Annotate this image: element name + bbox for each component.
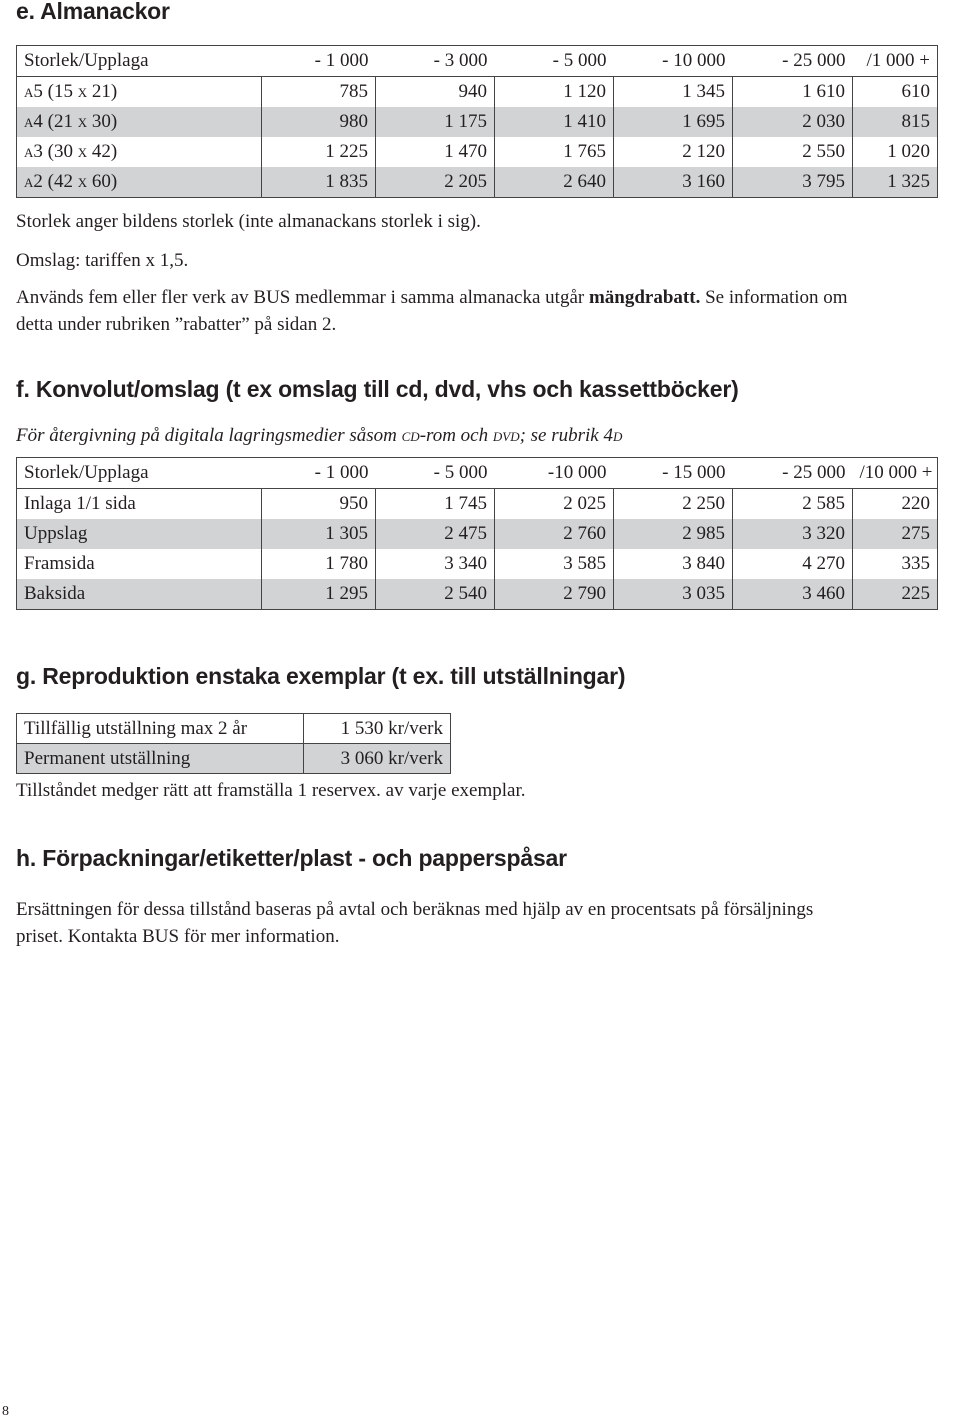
almanac-note-discount <box>16 284 848 311</box>
row-label: a5 (15 x 21) <box>17 77 262 108</box>
table-cell: 2 205 <box>376 167 495 198</box>
table-cell: 220 <box>853 489 938 520</box>
row-label: a4 (21 x 30) <box>17 107 262 137</box>
header-cell: - 5 000 <box>495 46 614 77</box>
header-cell: - 5 000 <box>376 458 495 489</box>
table-row <box>17 714 451 744</box>
header-cell: Storlek/Upplaga <box>17 46 262 77</box>
subnote-text: ; se rubrik <box>519 425 604 446</box>
row-label: Tillfällig utställning max 2 år <box>17 714 304 744</box>
header-cell: - 10 000 <box>614 46 733 77</box>
section-g-heading: g. Reproduktion enstaka exemplar (t ex. till utställningar) <box>16 663 626 689</box>
table-cell: 2 760 <box>495 519 614 549</box>
table-cell: 3 795 <box>733 167 853 198</box>
packaging-text-line2: priset. Kontakta BUS för mer information. <box>16 926 340 947</box>
table-cell: 4 270 <box>733 549 853 579</box>
exhibition-note: Tillståndet medger rätt att framställa 1 reservex. av varje exemplar. <box>16 780 526 801</box>
row-label: a3 (30 x 42) <box>17 137 262 167</box>
row-label: Permanent utställning <box>17 744 304 774</box>
table-cell: 2 025 <box>495 489 614 520</box>
table-cell: 1 835 <box>262 167 376 198</box>
subnote-dvd: dvd <box>492 425 520 446</box>
table-cell: 3 320 <box>733 519 853 549</box>
table-row <box>17 744 451 774</box>
table-header-row <box>17 458 938 489</box>
table-cell: 1 325 <box>853 167 938 198</box>
subnote-text: För återgivning på digitala lagringsmedier såsom <box>16 425 402 446</box>
table-cell: 3 840 <box>614 549 733 579</box>
row-label: Inlaga 1/1 sida <box>17 489 262 520</box>
header-cell: - 15 000 <box>614 458 733 489</box>
subnote-ref: 4d <box>603 425 623 446</box>
table-cell: 2 120 <box>614 137 733 167</box>
table-cell: 1 530 kr/verk <box>304 714 451 744</box>
table-cell: 1 120 <box>495 77 614 108</box>
header-cell: - 1 000 <box>262 46 376 77</box>
table-row <box>17 489 938 520</box>
row-label: Baksida <box>17 579 262 610</box>
row-label: a2 (42 x 60) <box>17 167 262 198</box>
table-cell: 2 250 <box>614 489 733 520</box>
header-cell: - 3 000 <box>376 46 495 77</box>
table-row <box>17 579 938 610</box>
table-cell: 1 695 <box>614 107 733 137</box>
table-row <box>17 519 938 549</box>
table-cell: 980 <box>262 107 376 137</box>
table-cell: 1 470 <box>376 137 495 167</box>
table-cell: 940 <box>376 77 495 108</box>
table-cell: 1 745 <box>376 489 495 520</box>
table-cell: 2 475 <box>376 519 495 549</box>
table-cell: 1 345 <box>614 77 733 108</box>
section-h-heading: h. Förpackningar/etiketter/plast - och papperspåsar <box>16 845 567 871</box>
table-cell: 1 610 <box>733 77 853 108</box>
table-row <box>17 107 938 137</box>
subnote-text: -rom och <box>419 425 493 446</box>
row-label: Uppslag <box>17 519 262 549</box>
table-cell: 3 160 <box>614 167 733 198</box>
table-cell: 2 030 <box>733 107 853 137</box>
table-cell: 2 585 <box>733 489 853 520</box>
discount-text-end: Se information om <box>700 287 848 308</box>
packaging-text-line1: Ersättningen för dessa tillstånd baseras på avtal och beräknas med hjälp av en procentsats på försäljnings <box>16 899 814 920</box>
table-cell: 3 460 <box>733 579 853 610</box>
table-cell: 2 640 <box>495 167 614 198</box>
table-cell: 1 780 <box>262 549 376 579</box>
header-cell: -10 000 <box>495 458 614 489</box>
exhibition-price-table <box>16 713 451 774</box>
table-cell: 1 295 <box>262 579 376 610</box>
table-row <box>17 77 938 108</box>
table-cell: 1 225 <box>262 137 376 167</box>
header-cell: Storlek/Upplaga <box>17 458 262 489</box>
cover-price-table <box>16 457 938 610</box>
table-cell: 275 <box>853 519 938 549</box>
page-number: 8 <box>2 1404 9 1419</box>
section-f-heading: f. Konvolut/omslag (t ex omslag till cd, dvd, vhs och kassettböcker) <box>16 376 739 402</box>
section-e-heading: e. Almanackor <box>16 0 170 24</box>
table-header-row <box>17 46 938 77</box>
almanac-price-table <box>16 45 938 198</box>
table-cell: 1 765 <box>495 137 614 167</box>
table-row <box>17 167 938 198</box>
table-cell: 2 550 <box>733 137 853 167</box>
row-label: Framsida <box>17 549 262 579</box>
table-row <box>17 137 938 167</box>
table-cell: 3 035 <box>614 579 733 610</box>
table-cell: 785 <box>262 77 376 108</box>
table-cell: 1 020 <box>853 137 938 167</box>
table-cell: 1 175 <box>376 107 495 137</box>
subnote-cd: cd <box>401 425 420 446</box>
header-cell: - 1 000 <box>262 458 376 489</box>
table-cell: 2 985 <box>614 519 733 549</box>
table-cell: 2 540 <box>376 579 495 610</box>
header-cell: - 25 000 <box>733 458 853 489</box>
discount-keyword: mängdrabatt. <box>588 287 701 308</box>
header-cell: /1 000 + <box>853 46 938 77</box>
table-cell: 3 060 kr/verk <box>304 744 451 774</box>
section-f-subnote <box>16 422 622 449</box>
table-cell: 610 <box>853 77 938 108</box>
table-cell: 225 <box>853 579 938 610</box>
table-cell: 950 <box>262 489 376 520</box>
table-cell: 3 340 <box>376 549 495 579</box>
almanac-note-discount-line2: detta under rubriken ”rabatter” på sidan 2. <box>16 314 337 335</box>
table-cell: 1 305 <box>262 519 376 549</box>
table-row <box>17 549 938 579</box>
almanac-note-cover: Omslag: tariffen x 1,5. <box>16 250 189 271</box>
table-cell: 335 <box>853 549 938 579</box>
table-cell: 1 410 <box>495 107 614 137</box>
table-cell: 815 <box>853 107 938 137</box>
table-cell: 3 585 <box>495 549 614 579</box>
almanac-note-size: Storlek anger bildens storlek (inte almanackans storlek i sig). <box>16 211 481 232</box>
header-cell: - 25 000 <box>733 46 853 77</box>
header-cell: /10 000 + <box>853 458 938 489</box>
discount-text: Används fem eller fler verk av BUS medlemmar i samma almanacka utgår <box>16 287 589 308</box>
table-cell: 2 790 <box>495 579 614 610</box>
